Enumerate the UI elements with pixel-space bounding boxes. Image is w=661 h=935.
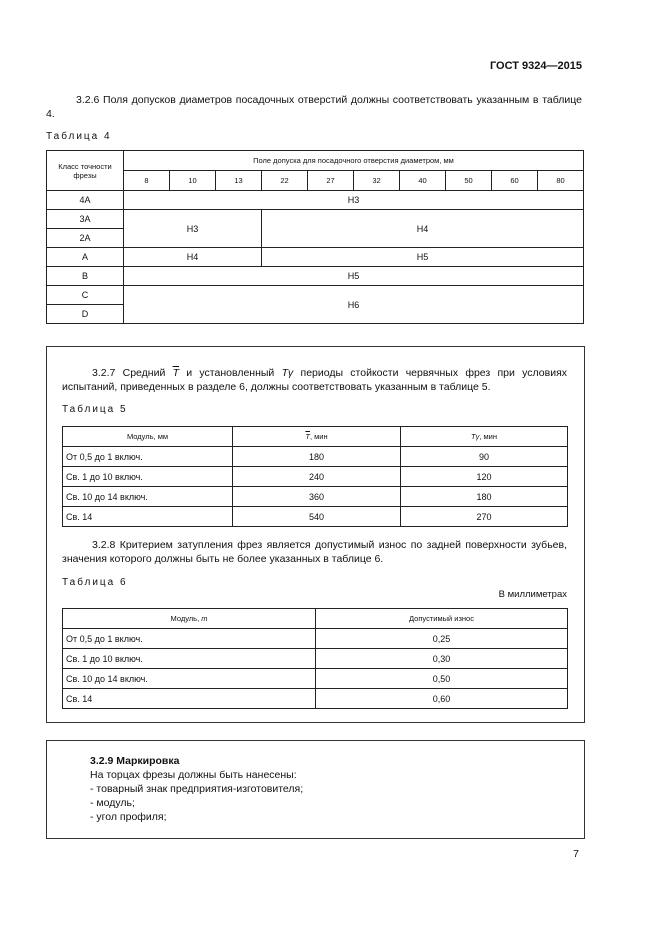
table5-tgamma-cell: 90 xyxy=(401,447,568,467)
table6 xyxy=(62,608,568,709)
table5-tgamma-cell: 120 xyxy=(401,467,568,487)
section-3-2-9-intro: На торцах фрезы должны быть нанесены: xyxy=(90,769,297,781)
table6-wear-cell: 0,25 xyxy=(316,629,568,649)
marking-list-item: - угол профиля; xyxy=(90,811,167,823)
table6-wear-cell: 0,60 xyxy=(316,689,568,709)
table4-diameter: 40 xyxy=(400,171,446,191)
marking-list-item: - модуль; xyxy=(90,797,135,809)
table6-wear-cell: 0,30 xyxy=(316,649,568,669)
table5-header-module: Модуль, мм xyxy=(63,427,233,447)
table5-tgamma-cell: 270 xyxy=(401,507,568,527)
table5-t-cell: 360 xyxy=(233,487,401,507)
table5-caption: Таблица 5 xyxy=(62,404,128,415)
table6-header-module: Модуль, m xyxy=(63,609,316,629)
page-number: 7 xyxy=(573,848,579,860)
table4-diameter: 27 xyxy=(308,171,354,191)
table5-t-cell: 540 xyxy=(233,507,401,527)
symbol-T-mean: $\overline{T}$ xyxy=(172,367,180,379)
table4-diameter: 22 xyxy=(262,171,308,191)
table4 xyxy=(46,150,584,324)
table4-class-cell: 4A xyxy=(47,191,124,210)
table4-value-cell: H3 xyxy=(124,210,262,248)
table4-caption: Таблица 4 xyxy=(46,131,112,142)
table4-class-cell: 2A xyxy=(47,229,124,248)
table5-module-cell: Св. 1 до 10 включ. xyxy=(63,467,233,487)
table6-units: В миллиметрах xyxy=(498,589,567,600)
table4-class-cell: D xyxy=(47,305,124,324)
table4-diameter: 32 xyxy=(354,171,400,191)
table4-diameter: 80 xyxy=(538,171,584,191)
table4-header-class: Класс точности фрезы xyxy=(47,151,124,191)
table4-diameter: 50 xyxy=(446,171,492,191)
section-3-2-7: 3.2.7 Средний $\overline{T}$ и установленный Tγ периоды стойкости червячных фрез при условиях испытаний, приведенных в разделе 6, должны соответствовать указанным в таблице 5. xyxy=(62,367,568,393)
marking-list-item: - товарный знак предприятия-изготовителя; xyxy=(90,783,304,795)
table6-header-wear: Допустимый износ xyxy=(316,609,568,629)
table4-value-cell: H5 xyxy=(262,248,584,267)
section-3-2-6: 3.2.6 Поля допусков диаметров посадочных отверстий должны соответствовать указанным в таблице 4. xyxy=(46,94,582,120)
table4-class-cell: C xyxy=(47,286,124,305)
table5-header-tgamma: Tγ, мин xyxy=(401,427,568,447)
table5-header-t: $\overline{T}$, мин xyxy=(233,427,401,447)
section-3-2-9-title: 3.2.9 Маркировка xyxy=(90,755,180,767)
table6-module-cell: Св. 1 до 10 включ. xyxy=(63,649,316,669)
table4-class-cell: 3A xyxy=(47,210,124,229)
table5-tgamma-cell: 180 xyxy=(401,487,568,507)
table6-module-cell: Св. 10 до 14 включ. xyxy=(63,669,316,689)
table4-value-cell: H3 xyxy=(124,191,584,210)
table4-class-cell: A xyxy=(47,248,124,267)
table5-module-cell: От 0,5 до 1 включ. xyxy=(63,447,233,467)
section-3-2-9 xyxy=(90,754,570,824)
table5-t-cell: 240 xyxy=(233,467,401,487)
table5-module-cell: Св. 14 xyxy=(63,507,233,527)
table4-class-cell: B xyxy=(47,267,124,286)
table4-value-cell: H5 xyxy=(124,267,584,286)
table4-diameter: 8 xyxy=(124,171,170,191)
table6-caption: Таблица 6 xyxy=(62,577,128,588)
table6-module-cell: От 0,5 до 1 включ. xyxy=(63,629,316,649)
table4-diameter: 60 xyxy=(492,171,538,191)
table5 xyxy=(62,426,568,527)
table5-module-cell: Св. 10 до 14 включ. xyxy=(63,487,233,507)
table6-module-cell: Св. 14 xyxy=(63,689,316,709)
table4-value-cell: H4 xyxy=(262,210,584,248)
table4-value-cell: H4 xyxy=(124,248,262,267)
table4-diameter: 13 xyxy=(216,171,262,191)
symbol-T-gamma: Tγ xyxy=(281,367,294,379)
table6-wear-cell: 0,50 xyxy=(316,669,568,689)
document-header: ГОСТ 9324—2015 xyxy=(489,60,582,72)
table4-value-cell: H6 xyxy=(124,286,584,324)
table4-header-group: Поле допуска для посадочного отверстия диаметром, мм xyxy=(124,151,584,171)
section-3-2-8: 3.2.8 Критерием затупления фрез является допустимый износ по задней поверхности зубьев, значения которого должны быть не более указанных в таблице 6. xyxy=(62,539,567,565)
table5-t-cell: 180 xyxy=(233,447,401,467)
table4-diameter: 10 xyxy=(170,171,216,191)
